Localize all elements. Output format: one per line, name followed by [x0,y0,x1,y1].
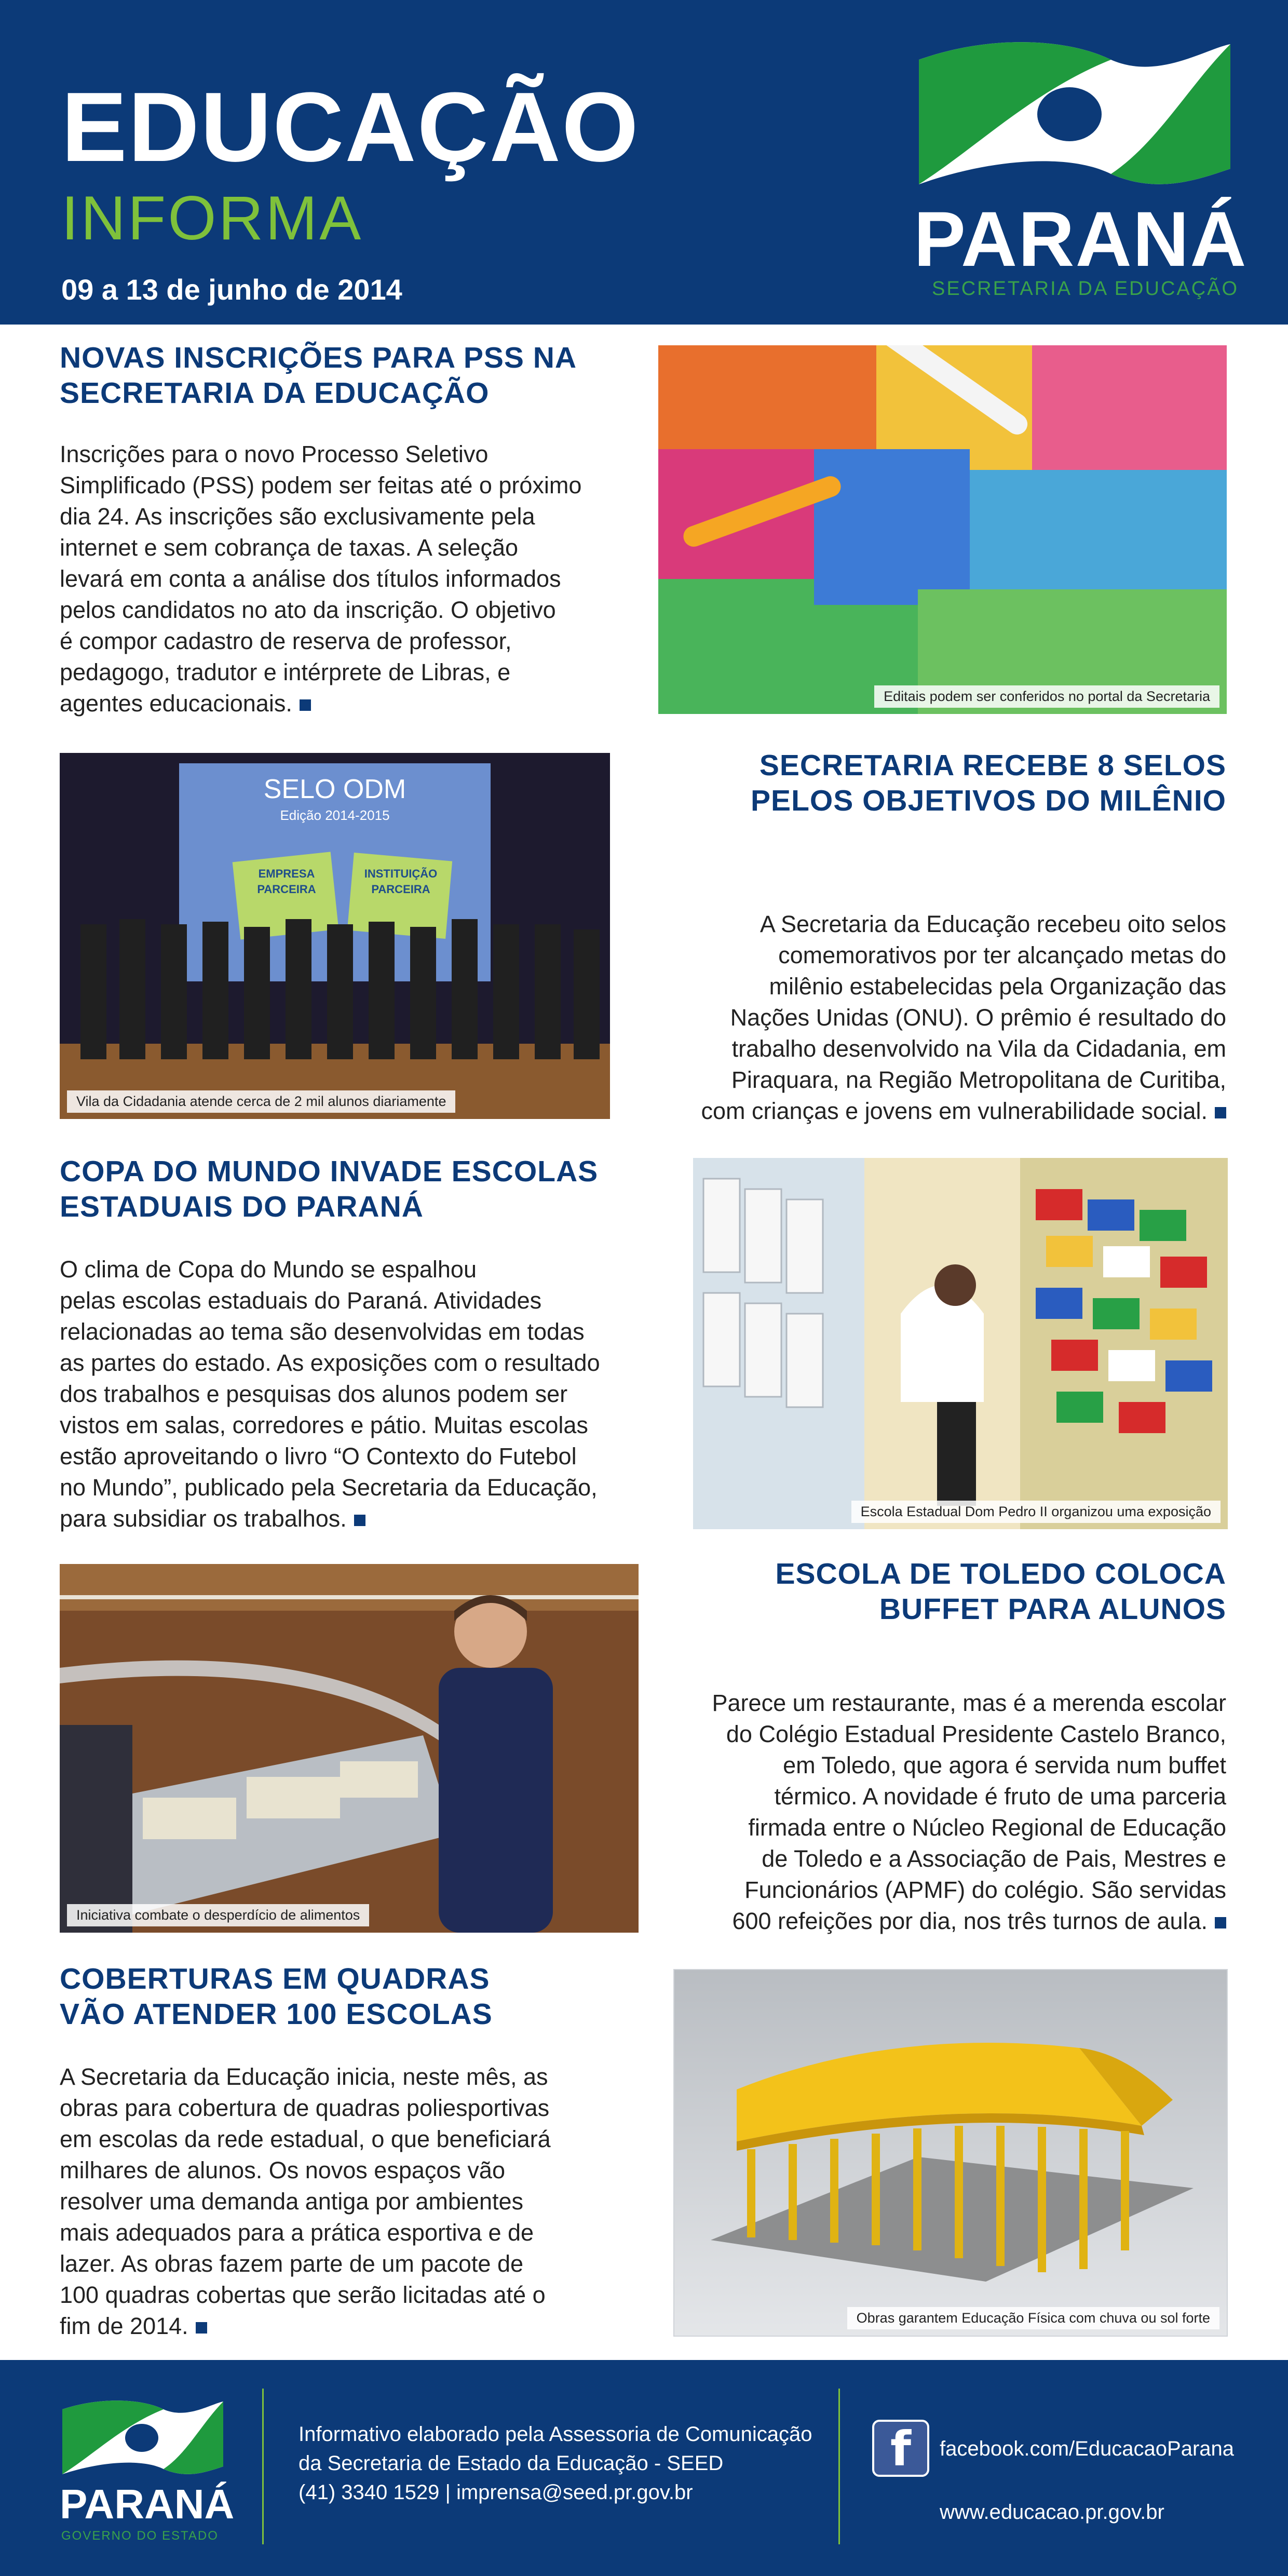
article-5-body: A Secretaria da Educação inicia, neste mês, as obras para cobertura de quadras poliesportivas em escolas da rede estadual, o que beneficiará milhares de alunos. Os novos espaços vão resolver uma demanda antiga por ambientes mais adequados para a prática esportiva e de lazer. As obras fazem parte de um pacote de 100 quadras cobertas que serão licitadas até o fim de 2014. [60,2064,551,2339]
article-4-headline: ESCOLA DE TOLEDO COLOCA BUFFET PARA ALUNOS [775,1557,1226,1626]
facebook-link[interactable]: facebook.com/EducacaoParana [940,2437,1235,2460]
photo-caption: Editais podem ser conferidos no portal da Secretaria [874,685,1219,708]
court-cover-render-image [674,1970,1227,2336]
footer-divider [262,2389,264,2544]
article-3-body: O clima de Copa do Mundo se espalhou pelas escolas estaduais do Paraná. Atividades relacionadas ao tema são desenvolvidas em todas as partes do estado. As exposições com o resultado dos trabalhos e pesquisas dos alunos podem ser vistos em salas, corredores e pátio. Muitas escolas estão aproveitando o livro “O Contexto do Futebol no Mundo”, publicado pela Secretaria da Educação, para subsidiar os trabalhos. [60,1256,600,1532]
chalk-photo [658,345,1227,714]
article-4-body: Parece um restaurante, mas é a merenda escolar do Colégio Estadual Presidente Castelo Branco, em Toledo, que agora é servida num buffet térmico. A novidade é fruto de uma parceria firmada entre o Núcleo Regional de Educação de Toledo e a Associação de Pais, Mestres e Funcionários (APMF) do colégio. São servidas 600 refeições por dia, nos três turnos de aula. [712,1690,1226,1934]
square-bullet-icon [196,2322,207,2334]
footer [0,2360,1288,2576]
facebook-icon[interactable]: f [872,2420,929,2477]
banner-left: EMPRESA PARCEIRA [257,867,316,896]
photo-caption: Iniciativa combate o desperdício de alimentos [67,1904,369,1926]
footer-logo-text: PARANÁ [60,2481,235,2527]
ceremony-photo [60,753,610,1119]
article-3-headline: COPA DO MUNDO INVADE ESCOLAS ESTADUAIS DO PARANÁ [60,1155,599,1223]
banner-right: INSTITUIÇÃO PARCEIRA [364,867,438,896]
issue-dates: 09 a 13 de junho de 2014 [61,273,402,306]
website-link[interactable]: www.educacao.pr.gov.br [940,2501,1164,2524]
article-2-body: A Secretaria da Educação recebeu oito selos comemorativos por ter alcançado metas do milênio estabelecidas pela Organização das Nações Unidas (ONU). O prêmio é resultado do trabalho desenvolvido na Vila da Cidadania, em Piraquara, na Região Metropolitana de Curitiba, com crianças e jovens em vulnerabilidade social. [701,911,1226,1124]
parana-logo-subtitle: SECRETARIA DA EDUCAÇÃO [932,278,1239,300]
footer-divider [838,2389,840,2544]
square-bullet-icon [300,699,311,711]
article-1-headline: NOVAS INSCRIÇÕES PARA PSS NA SECRETARIA DA EDUCAÇÃO [60,341,577,410]
buffet-photo [60,1564,639,1933]
school-exhibition-photo [693,1158,1228,1529]
photo-caption: Escola Estadual Dom Pedro II organizou uma exposição [851,1501,1221,1523]
square-bullet-icon [1215,1917,1226,1928]
screen-subtitle: Edição 2014-2015 [280,807,390,823]
photo-caption: Vila da Cidadania atende cerca de 2 mil alunos diariamente [67,1090,455,1113]
newsletter-title: EDUCAÇÃO [61,72,640,182]
parana-flag-icon [60,2394,226,2482]
school-exhibition-photo-image [693,1158,1228,1529]
screen-title: SELO ODM [263,774,406,804]
parana-flag-icon [914,29,1236,200]
square-bullet-icon [1215,1107,1226,1118]
chalk-photo-image [658,345,1227,714]
article-1-body: Inscrições para o novo Processo Seletivo Simplificado (PSS) podem ser feitas até o próximo dia 24. As inscrições são exclusivamente pela internet e sem cobrança de taxas. A seleção levará em conta a análise dos títulos informados pelos candidatos no ato da inscrição. O objetivo é compor cadastro de reserva de professor, pedagogo, tradutor e intérprete de Libras, e agentes educacionais. [60,441,582,717]
court-cover-render [673,1969,1228,2337]
buffet-photo-image [60,1564,639,1933]
parana-logo-text: PARANÁ [914,195,1248,282]
photo-caption: Obras garantem Educação Física com chuva ou sol forte [847,2307,1219,2329]
footer-info: Informativo elaborado pela Assessoria de Comunicação da Secretaria de Estado da Educação - SEED (41) 3340 1529 | imprensa@seed.pr.gov.br [299,2423,812,2504]
header [0,0,1288,325]
article-5-headline: COBERTURAS EM QUADRAS VÃO ATENDER 100 ESCOLAS [60,1962,493,2031]
footer-logo-subtitle: GOVERNO DO ESTADO [61,2529,219,2543]
article-2-headline: SECRETARIA RECEBE 8 SELOS PELOS OBJETIVOS DO MILÊNIO [751,749,1226,817]
newsletter-subtitle: INFORMA [61,183,363,253]
square-bullet-icon [354,1515,365,1526]
